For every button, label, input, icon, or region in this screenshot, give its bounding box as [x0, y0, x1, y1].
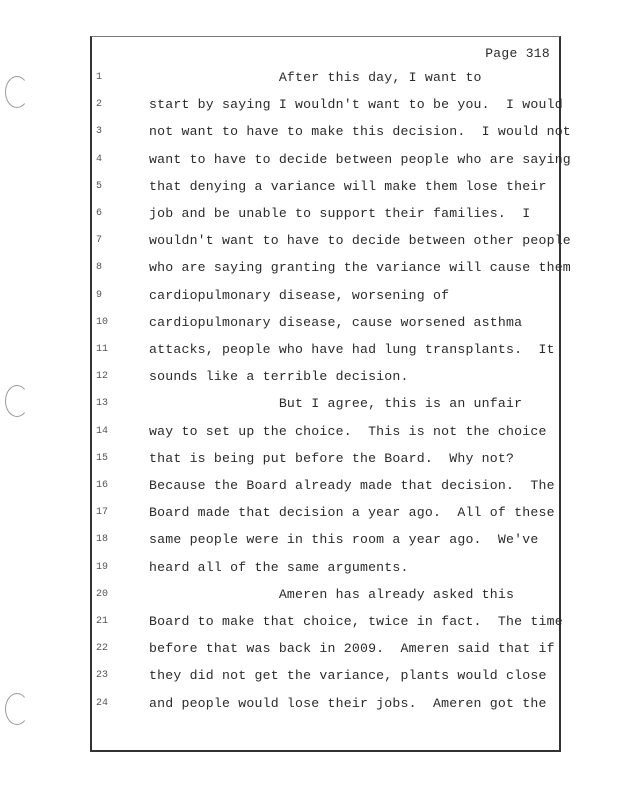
page-bottom-rule	[90, 750, 561, 752]
line-number: 22	[96, 643, 109, 655]
transcript-line: same people were in this room a year ago. We've	[149, 532, 539, 548]
transcript-line: who are saying granting the variance will cause them	[149, 260, 571, 276]
transcript-line: wouldn't want to have to decide between other people	[149, 233, 571, 249]
transcript-line: that denying a variance will make them lose their	[149, 178, 547, 194]
line-number: 4	[96, 153, 103, 165]
punch-hole-middle	[5, 385, 29, 417]
line-number: 19	[96, 561, 109, 573]
transcript-line: Ameren has already asked this	[149, 586, 515, 602]
transcript-line: Board made that decision a year ago. All of these	[149, 505, 555, 521]
transcript-line: attacks, people who have had lung transplants. It	[149, 342, 555, 357]
transcript-line: cardiopulmonary disease, worsening of	[149, 287, 450, 303]
transcript-line: heard all of the same arguments.	[149, 559, 409, 575]
punch-hole-bottom	[5, 693, 29, 725]
line-number: 1	[96, 72, 103, 83]
line-number: 9	[96, 289, 103, 301]
line-number: 16	[96, 480, 109, 491]
transcript-line: cardiopulmonary disease, cause worsened asthma	[149, 314, 523, 330]
transcript-line: want to have to decide between people who are saying	[149, 151, 571, 167]
line-number: 21	[96, 616, 109, 627]
line-number: 6	[96, 208, 103, 219]
line-number: 18	[96, 534, 109, 546]
line-number: 8	[96, 262, 103, 274]
transcript-line: Board to make that choice, twice in fact. The time	[149, 614, 563, 629]
line-number: 13	[96, 398, 109, 410]
line-number: 23	[96, 670, 109, 682]
line-number: 3	[96, 126, 103, 138]
line-number: 20	[96, 588, 109, 600]
transcript-line: After this day, I want to	[149, 70, 482, 85]
transcript-line: not want to have to make this decision. I would not	[149, 124, 571, 140]
transcript-line: and people would lose their jobs. Ameren got the	[149, 695, 547, 711]
line-number: 2	[96, 99, 103, 111]
transcript-line: sounds like a terrible decision.	[149, 369, 409, 385]
transcript-line: that is being put before the Board. Why not?	[149, 450, 515, 466]
line-number: 10	[96, 316, 109, 328]
line-number: 15	[96, 452, 109, 464]
line-number: 12	[96, 371, 109, 383]
line-number: 24	[96, 697, 109, 709]
transcript-line: way to set up the choice. This is not the choice	[149, 423, 547, 439]
transcript-line: before that was back in 2009. Ameren said that if	[149, 641, 555, 657]
line-number: 7	[96, 235, 103, 247]
line-number: 5	[96, 180, 103, 192]
transcript-line: But I agree, this is an unfair	[149, 396, 523, 412]
line-number: 14	[96, 425, 109, 437]
page-number: Page 318	[485, 46, 550, 61]
line-number: 17	[96, 507, 109, 519]
transcript-line: job and be unable to support their families. I	[149, 206, 531, 221]
transcript-line: start by saying I wouldn't want to be you. I would	[149, 97, 563, 113]
transcript-line: they did not get the variance, plants would close	[149, 668, 547, 684]
line-number: 11	[96, 344, 109, 355]
transcript-line: Because the Board already made that decision. The	[149, 478, 555, 493]
punch-hole-top	[5, 76, 29, 108]
